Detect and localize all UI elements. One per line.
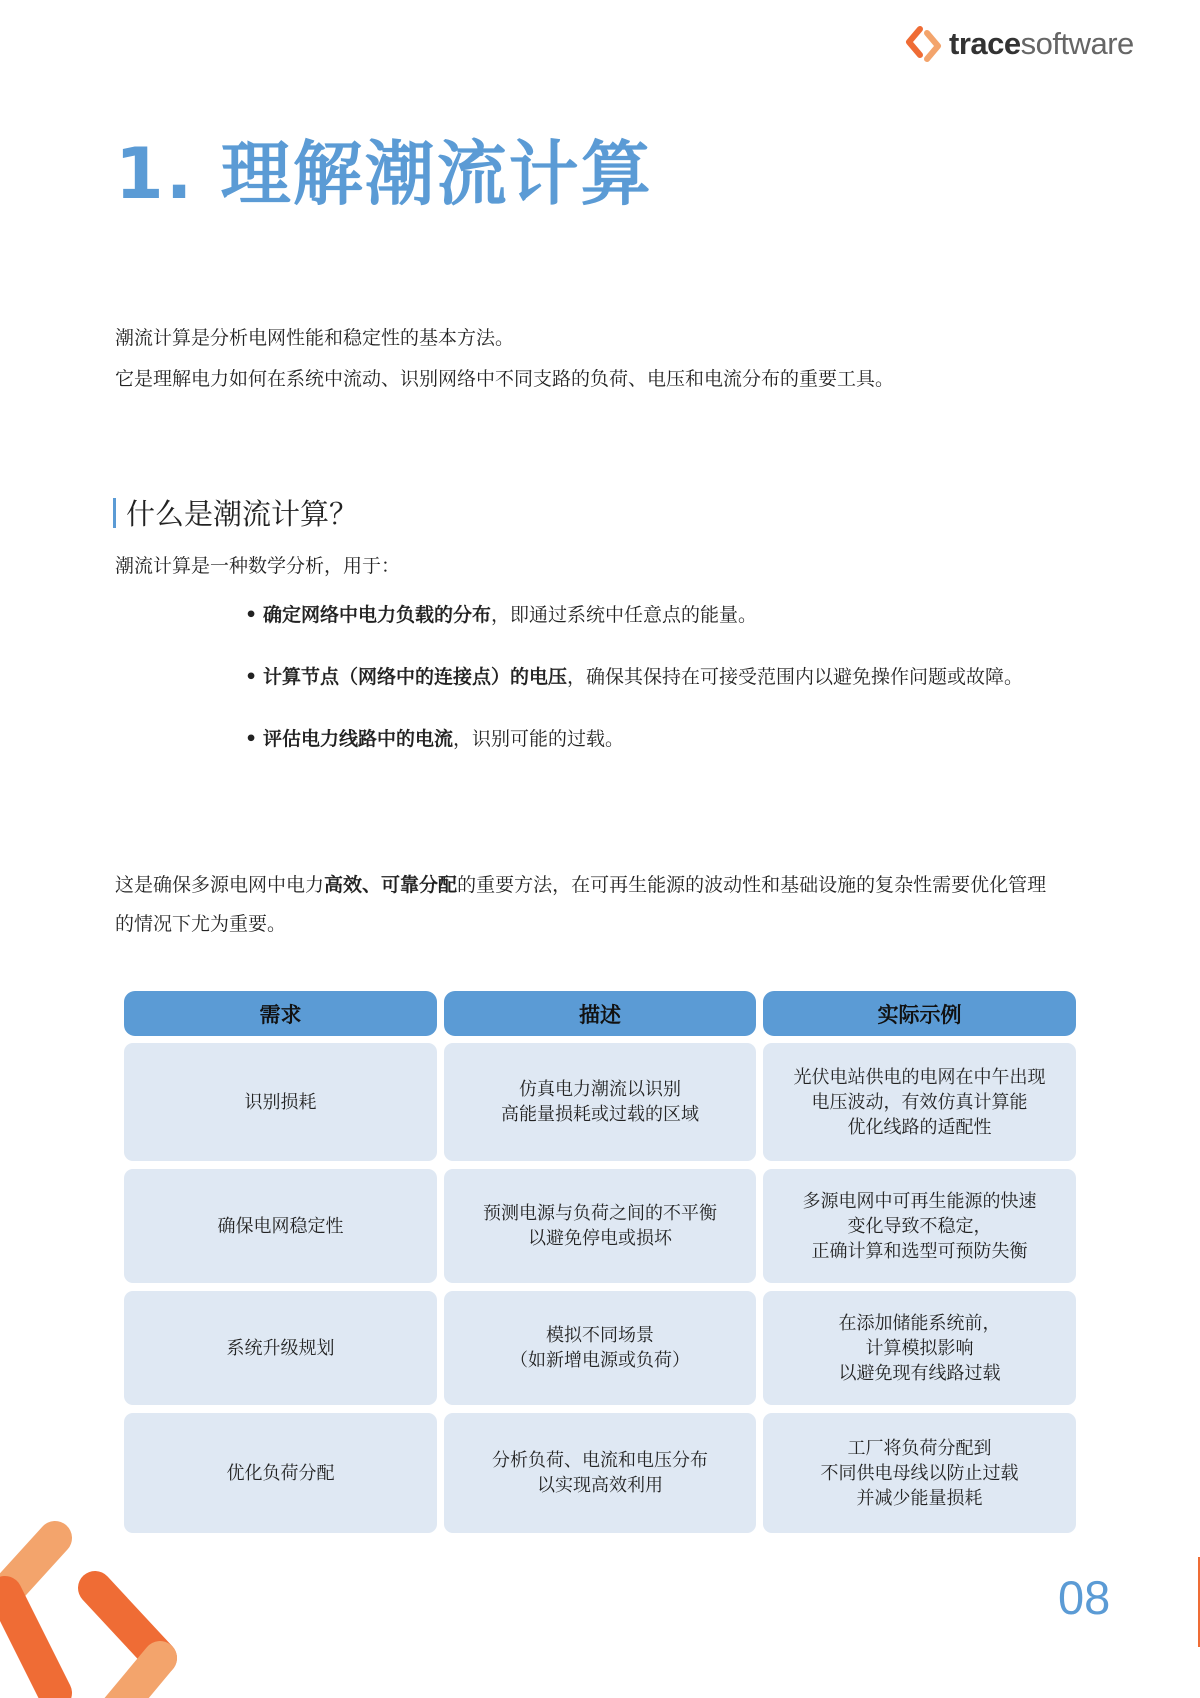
heading-accent-bar (113, 498, 116, 528)
trace-logo-chevrons-icon (905, 24, 943, 64)
section-heading-text: 什么是潮流计算？ (126, 497, 359, 531)
closing-bold-1: 高效 (324, 874, 363, 896)
page-number: 08 (1058, 1571, 1111, 1624)
table-row (124, 1169, 1077, 1283)
requirements-table (124, 991, 1077, 1541)
closing-paragraph (115, 866, 1055, 944)
table-cell: 工厂将负荷分配到 不同供电母线以防止过载 并减少能量损耗 (763, 1413, 1076, 1533)
table-cell: 优化负荷分配 (124, 1413, 437, 1533)
bullet-item (245, 603, 1035, 628)
brand-logo (905, 24, 1134, 64)
table-cell: 识别损耗 (124, 1043, 437, 1161)
bullet-item (245, 665, 1035, 690)
table-row (124, 1413, 1077, 1533)
bullet-bold: 确定网络中电力负载的分布 (263, 604, 492, 626)
bullet-text: ，确保其保持在可接受范围内以避免操作问题或故障。 (567, 666, 1024, 688)
table-cell: 预测电源与负荷之间的不平衡 以避免停电或损坏 (444, 1169, 756, 1283)
brand-name-light: software (1020, 26, 1134, 61)
trace-corner-chevron-icon (0, 1518, 200, 1698)
table-row (124, 1291, 1077, 1405)
table-cell: 多源电网中可再生能源的快速 变化导致不稳定， 正确计算和选型可预防失衡 (763, 1169, 1076, 1283)
header-cell-example: 实际示例 (763, 991, 1076, 1036)
bullet-text: ，识别可能的过载。 (453, 728, 625, 750)
table-cell: 系统升级规划 (124, 1291, 437, 1405)
table-cell: 确保电网稳定性 (124, 1169, 437, 1283)
table-cell: 在添加储能系统前， 计算模拟影响 以避免现有线路过载 (763, 1291, 1076, 1405)
table-header-row (124, 991, 1077, 1036)
intro-line-2: 它是理解电力如何在系统中流动、识别网络中不同支路的负荷、电压和电流分布的重要工具。 (115, 368, 895, 390)
header-cell-requirement: 需求 (124, 991, 437, 1036)
table-cell: 模拟不同场景 （如新增电源或负荷） (444, 1291, 756, 1405)
bullet-bold: 计算节点（网络中的连接点）的电压 (263, 666, 568, 688)
brand-name-bold: trace (949, 26, 1021, 61)
bullet-item (245, 727, 1035, 752)
table-row (124, 1043, 1077, 1161)
table-cell: 仿真电力潮流以识别 高能量损耗或过载的区域 (444, 1043, 756, 1161)
header-cell-description: 描述 (444, 991, 756, 1036)
table-cell: 分析负荷、电流和电压分布 以实现高效利用 (444, 1413, 756, 1533)
section-heading (113, 492, 358, 533)
bullet-list (245, 603, 1035, 789)
closing-text-1: 这是确保多源电网中电力 (115, 874, 325, 896)
closing-bold-2: 可靠分配 (381, 874, 458, 896)
bullet-bold: 评估电力线路中的电流 (263, 728, 454, 750)
intro-line-1: 潮流计算是分析电网性能和稳定性的基本方法。 (115, 327, 515, 349)
page-title: 1. 理解潮流计算 (115, 133, 653, 215)
section-lead: 潮流计算是一种数学分析，用于： (115, 555, 401, 577)
bullet-text: ，即通过系统中任意点的能量。 (491, 604, 758, 626)
closing-text-2: 的重要方法，在可再生能源的波动性和基础设施的复杂性需要优化管理的情况下尤为重要。 (115, 874, 1047, 935)
intro-paragraph (115, 318, 894, 400)
table-cell: 光伏电站供电的电网在中午出现 电压波动，有效仿真计算能 优化线路的适配性 (763, 1043, 1076, 1161)
closing-separator: 、 (362, 874, 382, 896)
